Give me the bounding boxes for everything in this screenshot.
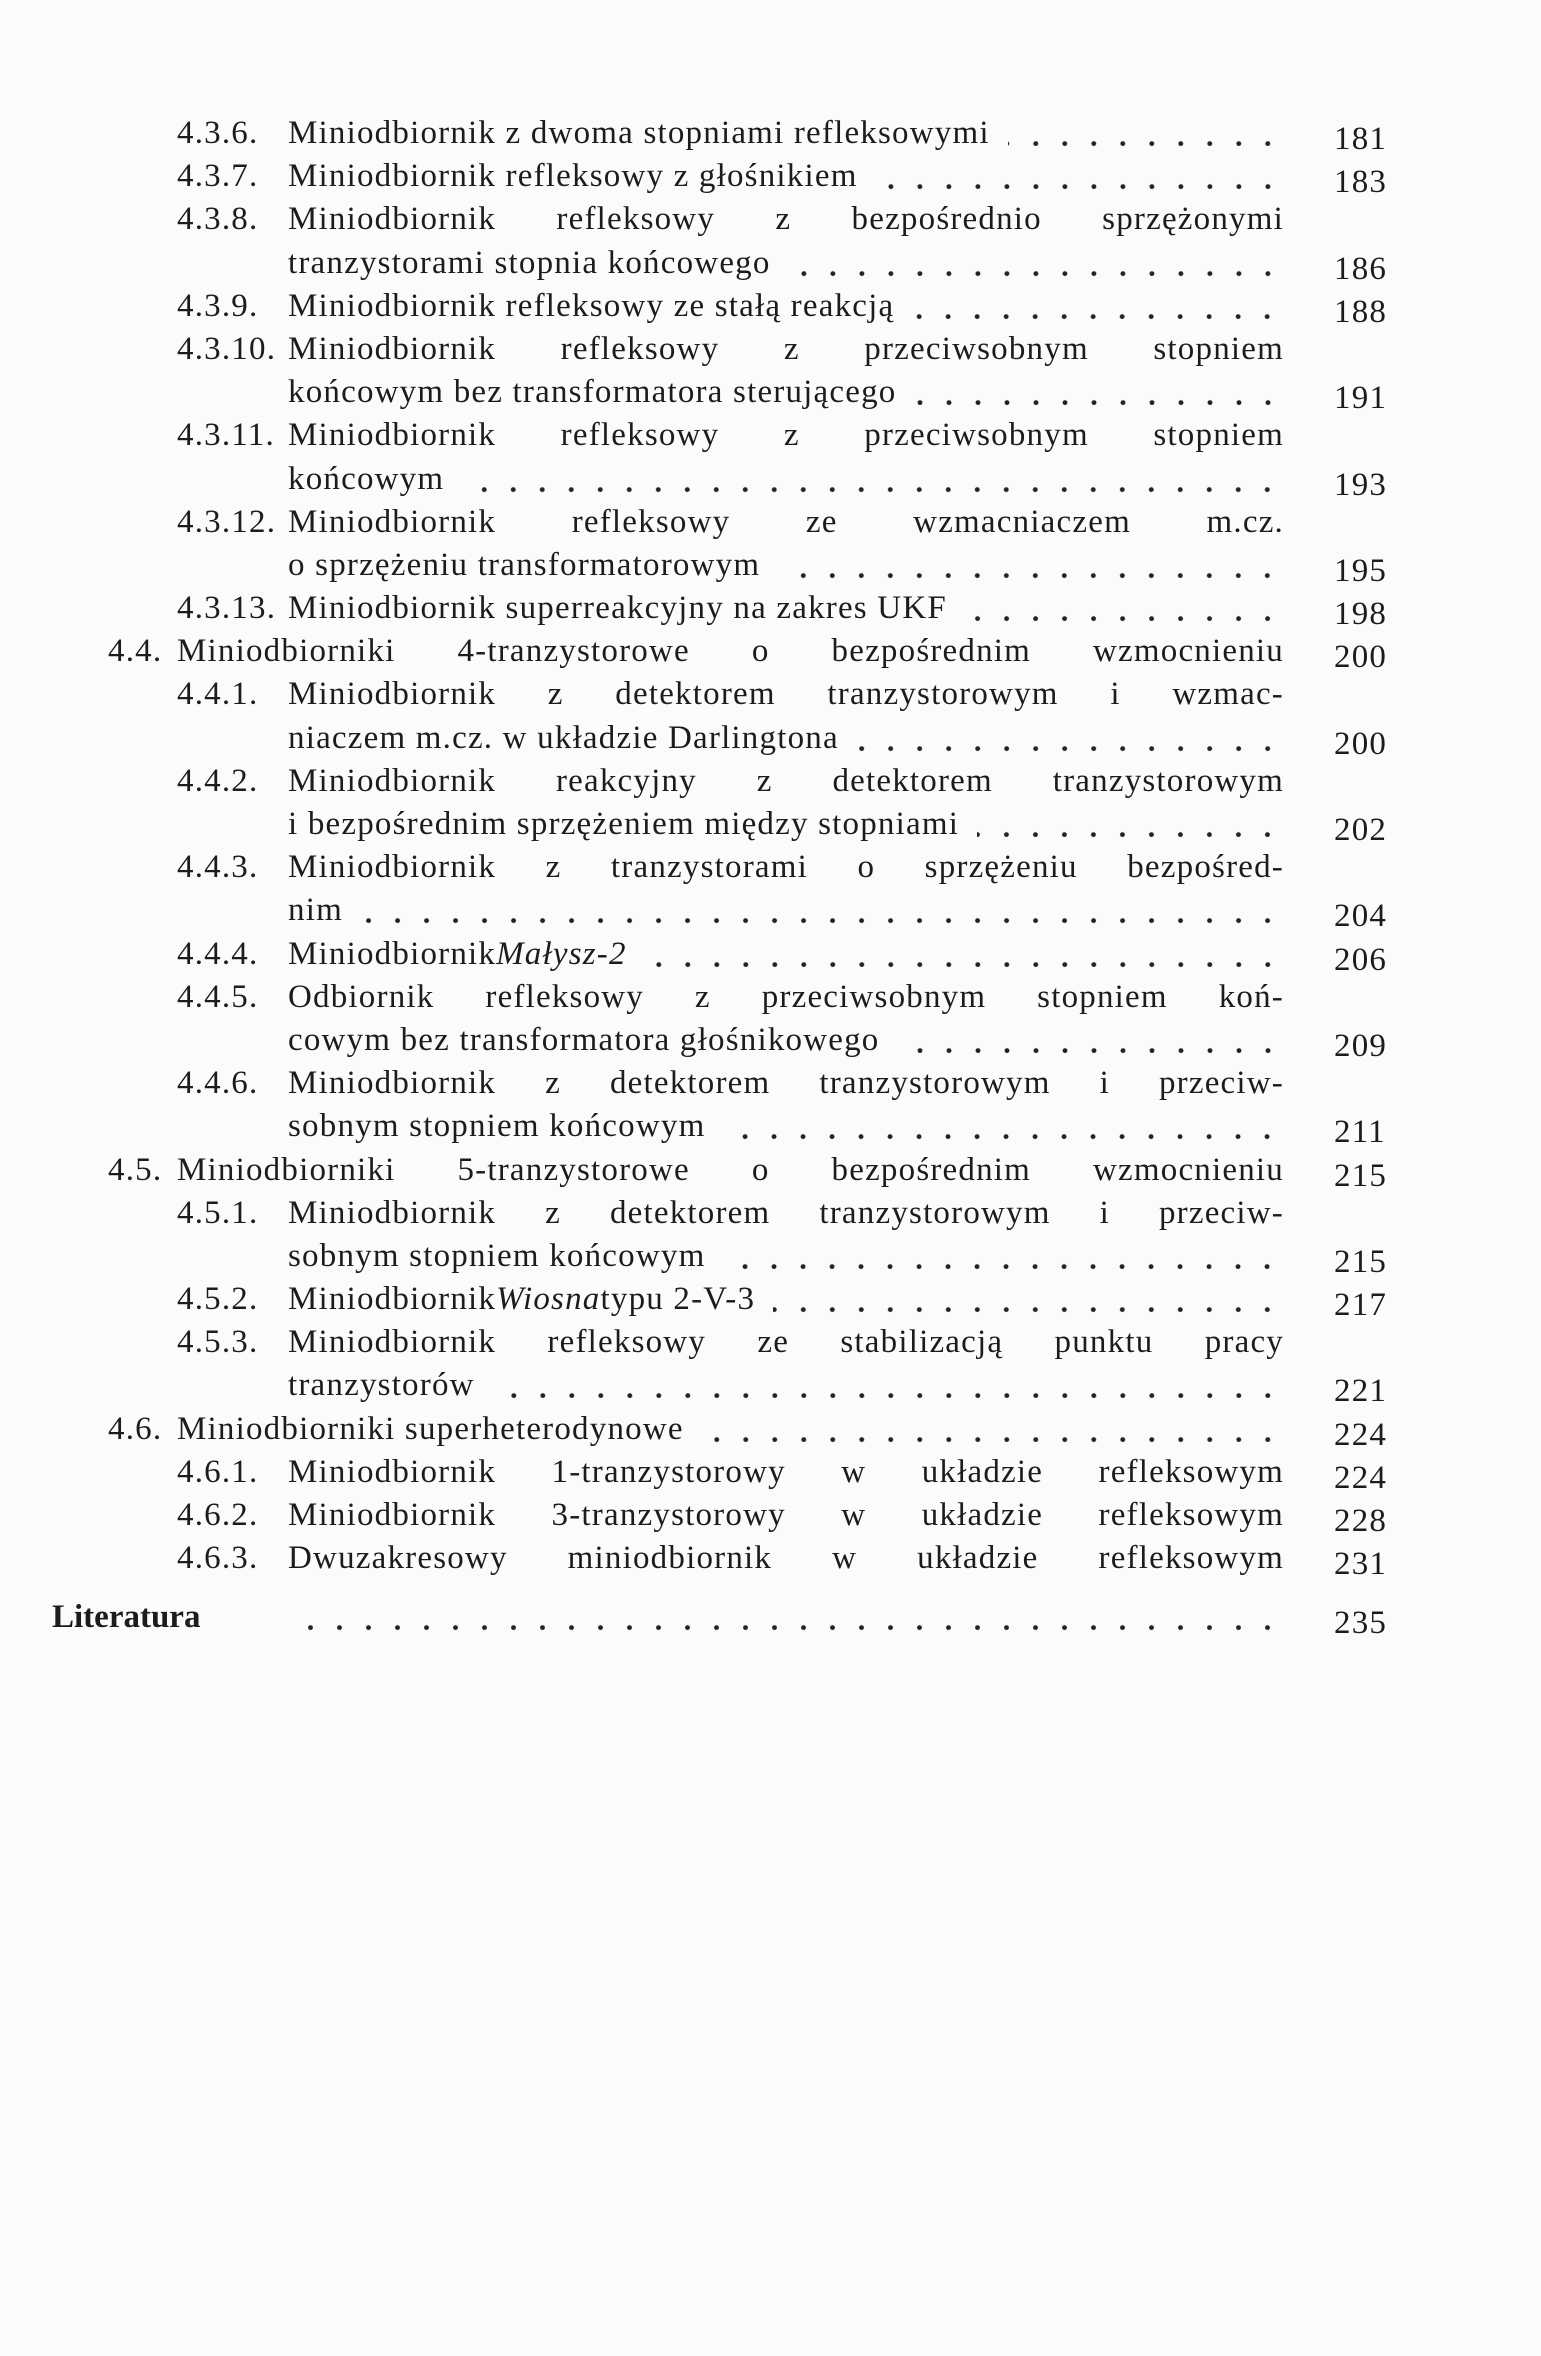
- entry-title-text: cowym bez transformatora głośnikowego: [288, 1021, 880, 1058]
- toc-entry-line: [0, 1105, 1541, 1151]
- page-number: 200: [1334, 725, 1388, 762]
- entry-title: [288, 155, 1284, 198]
- toc-entry-line: [0, 889, 1541, 935]
- entry-title: [288, 285, 1284, 328]
- toc-entry-line: [0, 414, 1541, 457]
- dot-leader: [977, 803, 1284, 846]
- dot-leader: [898, 1019, 1285, 1062]
- entry-title-text: tranzystorami stopnia końcowego: [288, 244, 771, 281]
- entry-title-text: sobnym stopniem końcowym: [288, 1108, 706, 1145]
- dot-leader: [912, 285, 1284, 328]
- entry-number: 4.4.6.: [177, 1065, 259, 1102]
- entry-title-text: końcowym bez transformatora sterującego: [288, 374, 897, 411]
- entry-title: [288, 198, 1284, 241]
- entry-number: 4.3.11.: [177, 417, 275, 454]
- entry-title: [288, 414, 1284, 457]
- page-number: 202: [1334, 812, 1388, 848]
- toc-entry-line: [0, 717, 1541, 760]
- entry-title-text: sobnym stopniem końcowym: [288, 1237, 706, 1274]
- toc-entry-line: [0, 1537, 1541, 1583]
- dot-leader: [298, 1596, 1284, 1639]
- toc-entry-line: [0, 760, 1541, 803]
- entry-title-text: Miniodbiornik refleksowy z przeciwsobnym stopniem: [288, 417, 1284, 454]
- dot-leader: [1008, 112, 1284, 155]
- page-number: 235: [1334, 1605, 1388, 1642]
- entry-title: [288, 1364, 1284, 1407]
- toc-entry-line: [0, 198, 1541, 241]
- toc-entry-line: [0, 112, 1541, 155]
- entry-title: [288, 717, 1284, 760]
- entry-title: [288, 587, 1284, 630]
- toc-entry-line: [0, 458, 1541, 501]
- entry-title-text: Miniodbiornik z dwoma stopniami refleksowymi: [288, 115, 990, 151]
- entry-title-italic: Wiosna: [496, 1281, 601, 1318]
- toc-entry-line: [0, 587, 1541, 633]
- page-number: 188: [1334, 293, 1388, 330]
- entry-title: [288, 501, 1284, 544]
- page-number: 198: [1334, 596, 1388, 633]
- dot-leader: [789, 242, 1284, 285]
- entry-title: [288, 1105, 1284, 1148]
- toc-entry-line: [0, 1451, 1541, 1494]
- dot-leader: [876, 155, 1284, 198]
- toc-entry-literature: [0, 1596, 1541, 1642]
- entry-title: [288, 544, 1284, 587]
- page-number: 191: [1334, 380, 1388, 417]
- entry-title-text: Miniodbiornik z detektorem tranzystorowym i przeciw-: [288, 1065, 1284, 1102]
- entry-title-text: Miniodbiornik 1-tranzystorowy w układzie refleksowym: [288, 1453, 1284, 1490]
- page-number: 193: [1334, 466, 1388, 503]
- entry-number: 4.3.7.: [177, 158, 259, 195]
- entry-title-text: i bezpośrednim sprzężeniem między stopniami: [288, 806, 960, 842]
- toc-entry-line: [0, 1364, 1541, 1410]
- entry-title: [288, 673, 1284, 716]
- entry-title-text: Miniodbiornik refleksowy ze stałą reakcją: [288, 287, 895, 324]
- entry-title: [288, 846, 1284, 889]
- dot-leader: [857, 717, 1284, 760]
- dot-leader: [361, 889, 1284, 932]
- entry-number: 4.3.8.: [177, 201, 259, 238]
- entry-title: [288, 1451, 1284, 1494]
- dot-leader: [773, 1278, 1284, 1321]
- entry-title-text: Miniodbiornik 3-tranzystorowy w układzie refleksowym: [288, 1497, 1284, 1533]
- entry-title-text: Miniodbiornik z tranzystorami o sprzężeniu bezpośred-: [288, 849, 1284, 886]
- entry-title-text: Miniodbiornik reakcyjny z detektorem tranzystorowym: [288, 762, 1284, 799]
- entry-title-text: Miniodbiorniki superheterodynowe: [177, 1410, 684, 1447]
- toc-entry-line: [0, 1321, 1541, 1364]
- entry-number: 4.6.1.: [177, 1453, 259, 1490]
- entry-number: 4.3.12.: [177, 503, 277, 540]
- toc-entry-line: [0, 673, 1541, 716]
- page-number: 215: [1334, 1243, 1388, 1280]
- entry-title: [288, 976, 1284, 1019]
- page-number: 200: [1334, 639, 1388, 676]
- entry-title: [177, 1408, 1284, 1451]
- entry-title-text: nim: [288, 892, 343, 929]
- page-number: 186: [1334, 250, 1388, 287]
- entry-title: [288, 1192, 1284, 1235]
- entry-title: [288, 933, 1284, 976]
- entry-title-text: Miniodbiorniki 5-tranzystorowe o bezpośrednim wzmocnieniu: [177, 1151, 1284, 1188]
- dot-leader: [493, 1364, 1284, 1407]
- entry-title: [288, 1278, 1284, 1321]
- entry-title-text: Miniodbiornik refleksowy ze wzmacniaczem m.cz.: [288, 503, 1284, 540]
- entry-title: [288, 1062, 1284, 1105]
- entry-title-text: Miniodbiornik refleksowy ze stabilizacją punktu pracy: [288, 1324, 1284, 1361]
- dot-leader: [702, 1408, 1284, 1451]
- entry-title: [288, 1321, 1284, 1364]
- entry-number: 4.4.2.: [177, 762, 259, 799]
- page-number: 206: [1334, 941, 1388, 978]
- toc-entry-line: [0, 285, 1541, 328]
- entry-number: 4.5.3.: [177, 1324, 259, 1361]
- toc-entry-line: [0, 155, 1541, 201]
- entry-title: [288, 242, 1284, 285]
- entry-title: [288, 1235, 1284, 1278]
- entry-number: 4.5.1.: [177, 1194, 259, 1231]
- page-number: 183: [1334, 164, 1388, 201]
- page-number: 195: [1334, 552, 1388, 589]
- entry-title-italic: Małysz-2: [496, 935, 627, 972]
- entry-title: [288, 889, 1284, 932]
- entry-number: 4.6.3.: [177, 1540, 259, 1577]
- toc-entry-line: [0, 846, 1541, 889]
- entry-title-text: Miniodbiornik: [288, 1281, 497, 1318]
- entry-title-text: o sprzężeniu transformatorowym: [288, 546, 761, 583]
- entry-number: 4.3.10.: [177, 330, 277, 367]
- page-number: 211: [1334, 1114, 1386, 1151]
- entry-number: 4.3.6.: [177, 115, 259, 151]
- toc-entry-line: [0, 1494, 1541, 1537]
- dot-leader: [723, 1235, 1284, 1278]
- toc-entry-line: [0, 1192, 1541, 1235]
- page-number: 228: [1334, 1503, 1388, 1539]
- dot-leader: [965, 587, 1284, 630]
- entry-title-text: Dwuzakresowy miniodbiornik w układzie refleksowym: [288, 1540, 1284, 1577]
- toc-entry-line: [0, 803, 1541, 846]
- entry-number: 4.3.13.: [177, 590, 277, 627]
- toc-entry-line: [0, 976, 1541, 1019]
- literature-label: Literatura: [52, 1599, 201, 1636]
- toc-entry-line: [0, 933, 1541, 976]
- entry-number: 4.6.: [108, 1410, 163, 1447]
- toc-entry-line: [0, 544, 1541, 587]
- toc-entry-line: [0, 1062, 1541, 1105]
- entry-title: [177, 1149, 1284, 1192]
- toc-entry-line: [0, 501, 1541, 544]
- dot-leader: [778, 544, 1284, 587]
- entry-title-text: Miniodbiornik z detektorem tranzystorowym i wzmac-: [288, 676, 1284, 713]
- entry-title-text: Odbiornik refleksowy z przeciwsobnym stopniem koń-: [288, 978, 1284, 1015]
- entry-title-text: Miniodbiornik: [288, 935, 497, 972]
- toc-entry-line: [0, 1235, 1541, 1278]
- entry-title: [280, 1596, 1284, 1639]
- entry-title: [177, 630, 1284, 673]
- entry-title: [288, 328, 1284, 371]
- entry-title: [288, 1537, 1284, 1580]
- dot-leader: [915, 371, 1285, 414]
- page-number: 224: [1334, 1459, 1388, 1496]
- dot-leader: [462, 458, 1284, 501]
- entry-title-text: Miniodbiornik z detektorem tranzystorowym i przeciw-: [288, 1194, 1284, 1231]
- entry-title: [288, 803, 1284, 846]
- toc-entry-line: [0, 1149, 1541, 1192]
- page-number: 181: [1334, 121, 1388, 157]
- toc-entry-line: [0, 242, 1541, 285]
- entry-title-text: Miniodbiornik refleksowy z głośnikiem: [288, 158, 858, 195]
- entry-number: 4.4.1.: [177, 676, 259, 713]
- entry-title: [288, 112, 1284, 155]
- entry-number: 4.4.3.: [177, 849, 259, 886]
- entry-number: 4.3.9.: [177, 287, 259, 324]
- page-number: 209: [1334, 1027, 1388, 1064]
- dot-leader: [723, 1105, 1284, 1148]
- toc-entry-line: [0, 371, 1541, 417]
- entry-title: [288, 1019, 1284, 1062]
- entry-number: 4.4.5.: [177, 978, 259, 1015]
- toc-entry-line: [0, 630, 1541, 676]
- entry-title-text: Miniodbiorniki 4-tranzystorowe o bezpośrednim wzmocnieniu: [177, 633, 1284, 670]
- entry-number: 4.4.4.: [177, 935, 259, 972]
- dot-leader: [645, 933, 1284, 976]
- entry-title-text: Miniodbiornik superreakcyjny na zakres UKF: [288, 590, 947, 627]
- entry-title-text: końcowym: [288, 460, 445, 497]
- toc-entry-line: [0, 1408, 1541, 1451]
- toc-entry-line: [0, 1019, 1541, 1062]
- entry-title: [288, 371, 1284, 414]
- entry-title: [288, 458, 1284, 501]
- entry-number: 4.5.2.: [177, 1281, 259, 1318]
- toc-entry-line: [0, 1278, 1541, 1324]
- page-number: 224: [1334, 1416, 1388, 1453]
- entry-title: [288, 1494, 1284, 1537]
- table-of-contents: [0, 112, 1541, 1640]
- page-number: 204: [1334, 898, 1388, 935]
- entry-title: [288, 760, 1284, 803]
- entry-number: 4.4.: [108, 633, 163, 670]
- entry-title-text: Miniodbiornik refleksowy z przeciwsobnym stopniem: [288, 330, 1284, 367]
- entry-title-suffix: typu 2-V-3: [600, 1281, 756, 1318]
- page-number: 221: [1334, 1373, 1388, 1410]
- page-number: 215: [1334, 1157, 1388, 1194]
- entry-title-text: Miniodbiornik refleksowy z bezpośrednio sprzężonymi: [288, 201, 1284, 238]
- entry-number: 4.6.2.: [177, 1497, 259, 1533]
- page-number: 217: [1334, 1287, 1388, 1324]
- toc-entry-line: [0, 328, 1541, 371]
- entry-number: 4.5.: [108, 1151, 163, 1188]
- entry-title-text: tranzystorów: [288, 1367, 475, 1404]
- page-number: 231: [1334, 1546, 1388, 1583]
- entry-title-text: niaczem m.cz. w układzie Darlingtona: [288, 719, 839, 756]
